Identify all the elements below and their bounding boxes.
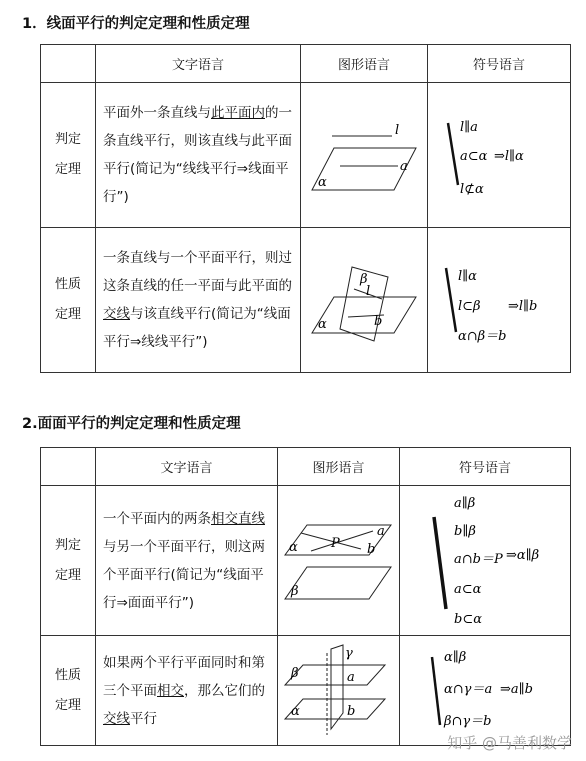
header-figure-language: 图形语言 [278, 448, 400, 486]
plane-plane-property-figure [281, 643, 396, 738]
header-symbol-language: 符号语言 [428, 45, 571, 83]
svg-text:α: α [318, 175, 327, 190]
row-text: 一条直线与一个平面平行，则过这条直线的任一平面与此平面的交线与该直线平行(简记为“线面平行⇒线线平行”) [96, 228, 301, 373]
svg-text:b: b [347, 704, 356, 719]
symbol-group [434, 250, 564, 350]
svg-text:l⊄α: l⊄α [460, 182, 484, 197]
svg-text:b: b [374, 314, 383, 329]
line-plane-table [40, 44, 571, 373]
row-label: 判定 定理 [41, 486, 96, 636]
row-symbol [428, 83, 571, 228]
row-figure [301, 228, 428, 373]
svg-text:l: l [366, 284, 371, 299]
svg-text:β: β [291, 666, 299, 681]
line-plane-judgment-figure [304, 110, 424, 200]
row-symbol [428, 228, 571, 373]
section1-heading: 1．线面平行的判定定理和性质定理 [22, 16, 250, 32]
line-plane-property-figure [304, 255, 424, 345]
svg-text:l∥a: l∥a [460, 120, 478, 135]
svg-text:a⊂α: a⊂α [454, 581, 482, 597]
svg-text:l: l [395, 123, 400, 138]
symbol-group [410, 491, 560, 631]
table-row [41, 486, 571, 636]
table-header-row [41, 448, 571, 486]
header-symbol-language: 符号语言 [400, 448, 571, 486]
row-symbol [400, 486, 571, 636]
row-text: 平面外一条直线与此平面内的一条直线平行，则该直线与此平面平行(简记为“线线平行⇒线面平行”) [96, 83, 301, 228]
svg-text:l⊂β: l⊂β [458, 299, 481, 314]
svg-text:l∥α: l∥α [458, 269, 477, 284]
svg-text:a: a [347, 670, 355, 685]
header-empty [41, 45, 96, 83]
svg-text:a∥β: a∥β [454, 495, 476, 511]
row-symbol [400, 636, 571, 746]
row-label: 性质 定理 [41, 636, 96, 746]
svg-text:⇒l∥α: ⇒l∥α [494, 149, 524, 164]
row-figure [301, 83, 428, 228]
svg-text:b∥β: b∥β [454, 523, 476, 539]
svg-text:α: α [291, 704, 300, 719]
table-header-row [41, 45, 571, 83]
svg-text:a: a [377, 523, 385, 539]
svg-text:α: α [289, 539, 298, 555]
row-figure [278, 486, 400, 636]
svg-text:b⊂α: b⊂α [454, 611, 482, 627]
header-figure-language: 图形语言 [301, 45, 428, 83]
svg-text:a∩b＝P: a∩b＝P [454, 551, 503, 567]
table-row [41, 636, 571, 746]
svg-text:P: P [331, 535, 340, 551]
svg-text:⇒α∥β: ⇒α∥β [506, 547, 540, 563]
svg-text:α∩β＝b: α∩β＝b [458, 329, 507, 344]
row-label: 性质 定理 [41, 228, 96, 373]
svg-text:β: β [360, 272, 368, 287]
watermark: 知乎 @马善利数学 [447, 734, 572, 752]
svg-text:β∩γ＝b: β∩γ＝b [444, 714, 492, 729]
symbol-group [434, 105, 564, 205]
svg-text:a: a [400, 159, 408, 174]
svg-text:⇒l∥b: ⇒l∥b [508, 299, 538, 314]
header-text-language: 文字语言 [96, 45, 301, 83]
row-label: 判定 定理 [41, 83, 96, 228]
table-row [41, 228, 571, 373]
svg-text:α∩γ＝a: α∩γ＝a [444, 682, 493, 697]
svg-text:α∥β: α∥β [444, 650, 467, 665]
svg-text:γ: γ [345, 646, 353, 661]
row-figure [278, 636, 400, 746]
row-text: 如果两个平行平面同时和第三个平面相交，那么它们的交线平行 [96, 636, 278, 746]
row-text: 一个平面内的两条相交直线与另一个平面平行，则这两个平面平行(简记为“线面平行⇒面面平行”) [96, 486, 278, 636]
header-empty [41, 448, 96, 486]
header-text-language: 文字语言 [96, 448, 278, 486]
svg-text:b: b [367, 541, 376, 557]
section2-heading: 2.面面平行的判定定理和性质定理 [22, 416, 241, 432]
symbol-group [410, 643, 560, 738]
plane-plane-table [40, 447, 571, 746]
plane-plane-judgment-figure [281, 511, 396, 611]
svg-text:α: α [318, 317, 327, 332]
svg-text:β: β [291, 583, 299, 599]
table-row [41, 83, 571, 228]
svg-text:a⊂α: a⊂α [460, 149, 488, 164]
svg-text:⇒a∥b: ⇒a∥b [500, 682, 533, 697]
